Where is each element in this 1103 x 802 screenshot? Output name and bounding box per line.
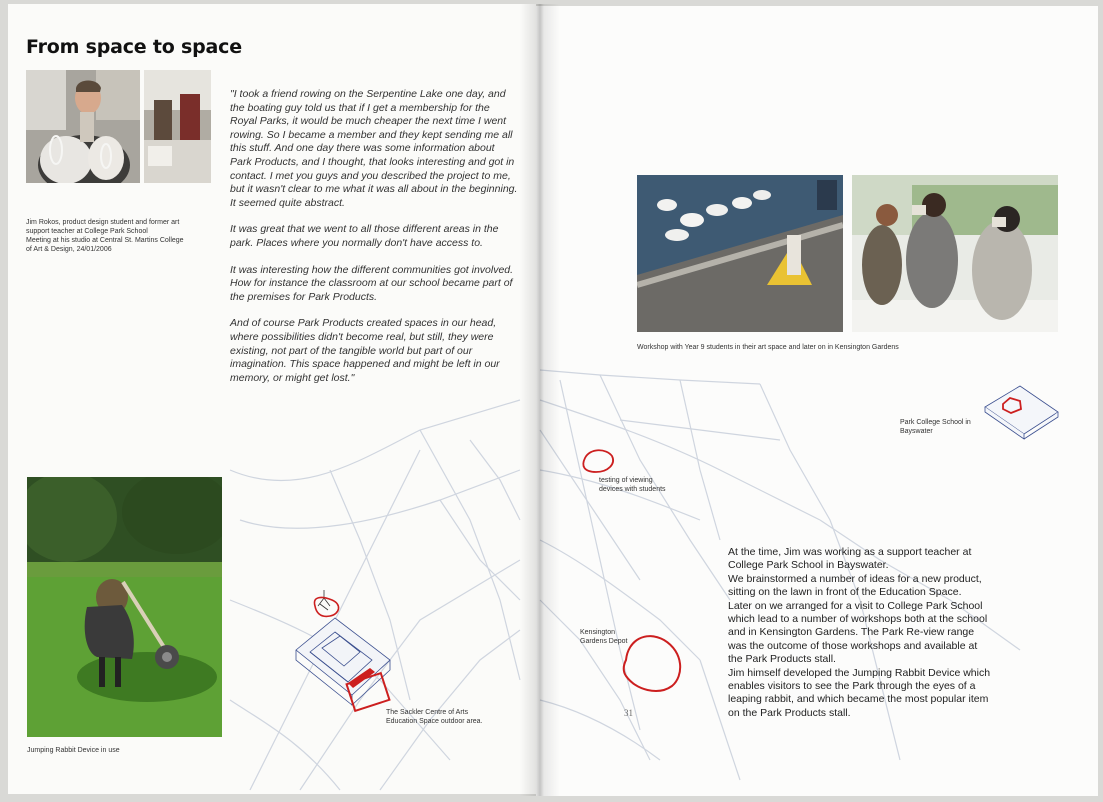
body-line: enables visitors to see the Park through the eyes of a: [728, 680, 976, 693]
body-line: College Park School in Bayswater.: [728, 559, 889, 572]
body-line: on the Park Products stall.: [728, 706, 851, 719]
page-number: 31: [624, 708, 633, 718]
body-line: leaping rabbit, and which became the most popular item: [728, 693, 989, 706]
school-label: [900, 418, 971, 436]
school-label-line: Park College School in: [900, 419, 971, 426]
body-line: was the outcome of those workshops and available at: [728, 639, 978, 652]
body-line: which lead to a number of workshops both at the school: [728, 613, 988, 626]
testing-label: [599, 476, 666, 494]
portrait-caption: [26, 218, 216, 254]
depot-label: [580, 628, 627, 646]
book-gutter-shadow: [520, 4, 560, 796]
classroom-workshop-photo: [852, 175, 1058, 332]
quote-paragraph: It was interesting how the different communities got involved. How for instance the classroom at our school became part of the premises for Park Products.: [230, 263, 514, 303]
testing-label-line: devices with students: [599, 486, 666, 493]
portrait-caption-line: Jim Rokos, product design student and former art: [26, 219, 180, 226]
quote-paragraph: "I took a friend rowing on the Serpentine Lake one day, and the boating guy told us that if I get a membership for the Royal Parks, it would be much cheaper the next time I went rowing. So I became a member and they kept sending me all this stuff. And one day there was some information about Park Products, and I thought, that looks interesting and got in contact. I met you guys and you described the project to me, but it wasn't clear to me what it was all about in the beginning. It seemed quite abstract.: [230, 88, 518, 209]
body-line: the Park Products stall.: [728, 653, 836, 666]
jumping-rabbit-photo: [27, 477, 222, 737]
body-line: Jim himself developed the Jumping Rabbit Device which: [728, 666, 991, 679]
school-label-line: Bayswater: [900, 428, 933, 435]
body-line: Later on we arranged for a visit to College Park School: [728, 599, 983, 612]
sackler-label-line: The Sackler Centre of Arts: [386, 709, 469, 716]
body-line: At the time, Jim was working as a support teacher at: [728, 546, 972, 558]
sackler-label-line: Education Space outdoor area.: [386, 718, 483, 725]
body-line: We brainstormed a number of ideas for a new product,: [728, 572, 982, 585]
quote-paragraph: And of course Park Products created spaces in our head, where possibilities didn't become real, but still, they were existing, not part of the tangible world but part of our imagination. This space happened and might be left in our memory, or might get lost.": [230, 317, 500, 384]
body-text: [728, 546, 1028, 720]
jim-portrait-photo: [26, 70, 140, 183]
studio-photo: [144, 70, 211, 183]
portrait-caption-line: support teacher at College Park School: [26, 228, 148, 235]
interview-quote: [230, 88, 518, 398]
quote-paragraph: It was great that we went to all those different areas in the park. Places where you normally don't have access to.: [230, 223, 499, 249]
testing-label-line: testing of viewing: [599, 477, 653, 484]
rabbit-caption: Jumping Rabbit Device in use: [27, 747, 120, 754]
body-line: and in Kensington Gardens. The Park Re-view range: [728, 626, 975, 639]
portrait-caption-line: of Art & Design, 24/01/2006: [26, 246, 112, 253]
page-title: From space to space: [26, 36, 242, 58]
sackler-label: [386, 708, 483, 726]
body-line: sitting on the lawn in front of the Education Space.: [728, 586, 962, 599]
depot-label-line: Gardens Depot: [580, 638, 628, 645]
workshop-caption: Workshop with Year 9 students in their art space and later on in Kensington Gardens: [637, 344, 899, 351]
depot-label-line: Kensington: [580, 629, 616, 636]
swans-lake-photo: [637, 175, 843, 332]
portrait-caption-line: Meeting at his studio at Central St. Martins College: [26, 237, 184, 244]
